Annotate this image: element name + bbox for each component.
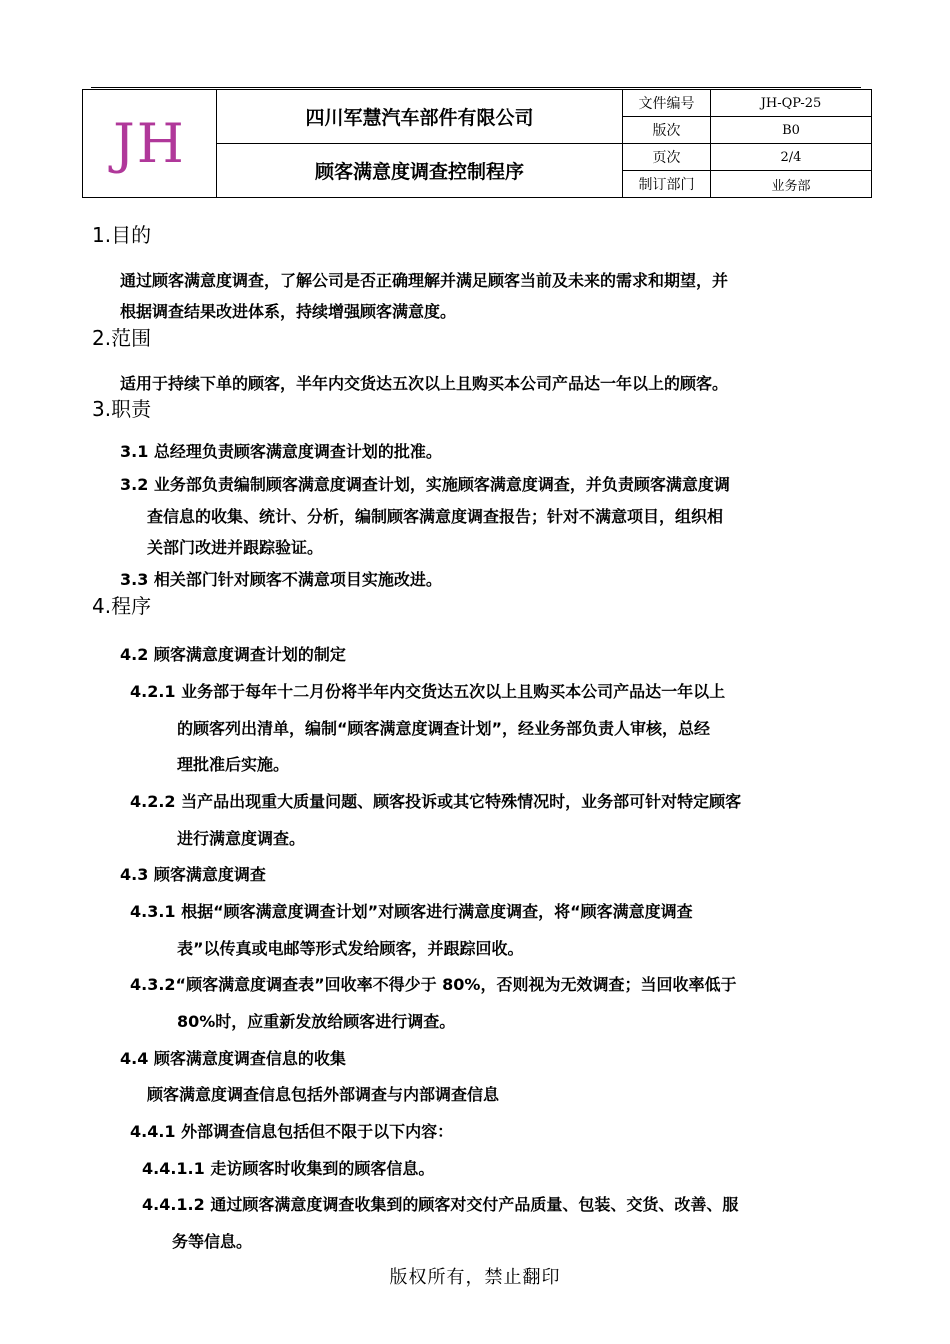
company-name: 四川军慧汽车部件有限公司 (217, 90, 623, 144)
document-header-table (82, 89, 872, 198)
section-2-heading: 2.范围 (92, 326, 152, 350)
item-4-2-1-line-1: 4.2.1 业务部于每年十二月份将半年内交货达五次以上且购买本公司产品达一年以上 (130, 682, 726, 701)
logo-text: JH (113, 111, 186, 175)
section-1-text-line-1: 通过顾客满意度调查，了解公司是否正确理解并满足顾客当前及未来的需求和期望，并 (120, 271, 729, 290)
item-3-2-line-1: 3.2 业务部负责编制顾客满意度调查计划，实施顾客满意度调查，并负责顾客满意度调 (120, 475, 730, 494)
item-4-3-2-line-1: 4.3.2“顾客满意度调查表”回收率不得少于 80%，否则视为无效调查；当回收率低于 (130, 975, 737, 994)
item-4-2-2-line-2: 进行满意度调查。 (177, 829, 306, 848)
section-2-text: 适用于持续下单的顾客，半年内交货达五次以上且购买本公司产品达一年以上的顾客。 (120, 374, 729, 393)
item-4-4-1-2-line-1: 4.4.1.2 通过顾客满意度调查收集到的顾客对交付产品质量、包装、交货、改善、服 (142, 1195, 739, 1214)
section-3-heading: 3.职责 (92, 397, 152, 421)
section-1-heading: 1.目的 (92, 223, 152, 247)
item-4-2: 4.2 顾客满意度调查计划的制定 (120, 645, 346, 664)
item-4-2-2-line-1: 4.2.2 当产品出现重大质量问题、顾客投诉或其它特殊情况时，业务部可针对特定顾客 (130, 792, 742, 811)
company-logo (83, 90, 217, 198)
document-title: 顾客满意度调查控制程序 (217, 144, 623, 198)
item-4-3-1-line-1: 4.3.1 根据“顾客满意度调查计划”对顾客进行满意度调查，将“顾客满意度调查 (130, 902, 693, 921)
meta-value-version: B0 (711, 117, 872, 144)
meta-value-department: 业务部 (711, 171, 872, 198)
item-3-2-line-3: 关部门改进并跟踪验证。 (147, 538, 324, 557)
item-4-3: 4.3 顾客满意度调查 (120, 865, 266, 884)
meta-label-version: 版次 (623, 117, 711, 144)
meta-value-doc-number: JH-QP-25 (711, 90, 872, 117)
section-4-heading: 4.程序 (92, 594, 152, 618)
section-1-text-line-2: 根据调查结果改进体系，持续增强顾客满意度。 (120, 302, 457, 321)
copyright-footer: 版权所有，禁止翻印 (389, 1267, 561, 1288)
meta-label-department: 制订部门 (623, 171, 711, 198)
item-4-4-1-2-line-2: 务等信息。 (172, 1232, 253, 1251)
header-top-rule (91, 87, 861, 88)
item-4-4-1-1: 4.4.1.1 走访顾客时收集到的顾客信息。 (142, 1159, 435, 1178)
item-4-4-intro: 顾客满意度调查信息包括外部调查与内部调查信息 (147, 1085, 500, 1104)
meta-label-page: 页次 (623, 144, 711, 171)
item-4-4: 4.4 顾客满意度调查信息的收集 (120, 1049, 346, 1068)
item-3-2-line-2: 查信息的收集、统计、分析，编制顾客满意度调查报告；针对不满意项目，组织相 (147, 507, 724, 526)
item-3-1: 3.1 总经理负责顾客满意度调查计划的批准。 (120, 442, 442, 461)
item-4-3-2-line-2: 80%时，应重新发放给顾客进行调查。 (177, 1012, 456, 1031)
item-4-3-1-line-2: 表”以传真或电邮等形式发给顾客，并跟踪回收。 (177, 939, 524, 958)
item-4-2-1-line-2: 的顾客列出清单，编制“顾客满意度调查计划”，经业务部负责人审核，总经 (177, 719, 711, 738)
item-4-2-1-line-3: 理批准后实施。 (177, 755, 290, 774)
item-3-3: 3.3 相关部门针对顾客不满意项目实施改进。 (120, 570, 442, 589)
item-4-4-1: 4.4.1 外部调查信息包括但不限于以下内容： (130, 1122, 454, 1141)
meta-value-page: 2/4 (711, 144, 872, 171)
meta-label-doc-number: 文件编号 (623, 90, 711, 117)
